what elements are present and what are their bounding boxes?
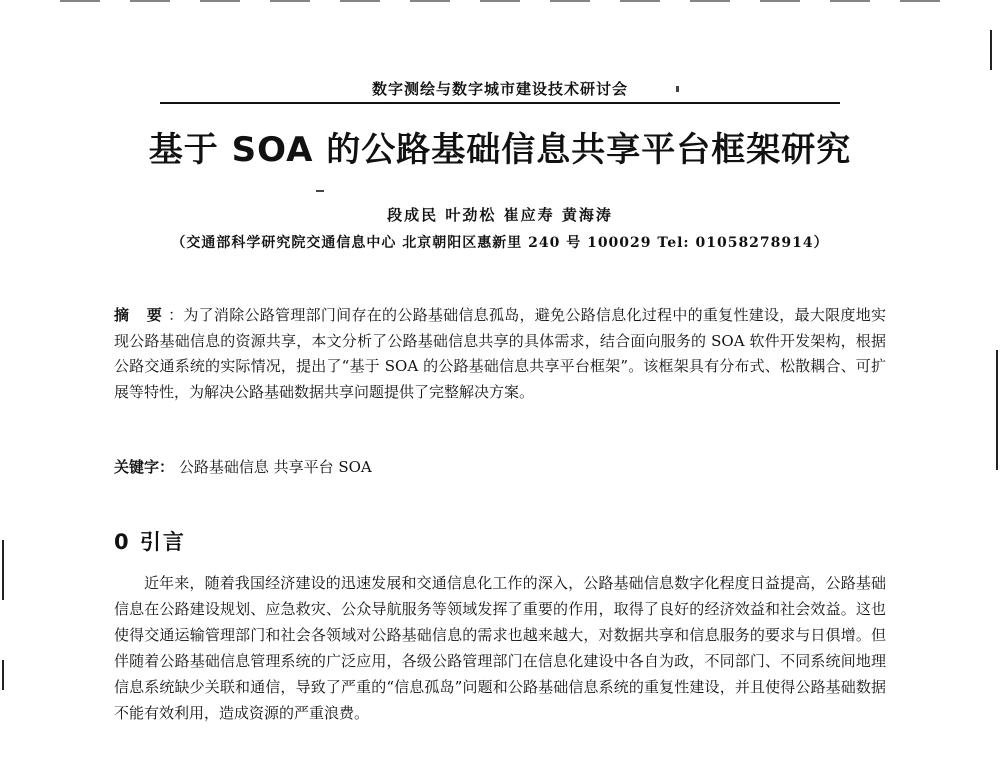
keywords-label: 关键字 (114, 458, 160, 476)
scan-edge-left (2, 540, 4, 600)
abstract (114, 303, 886, 405)
paper-title: 基于 SOA 的公路基础信息共享平台框架研究 (148, 130, 852, 170)
keywords (114, 456, 886, 477)
abstract-text: 为了消除公路管理部门间存在的公路基础信息孤岛，避免公路信息化过程中的重复性建设，最大限度地实现公路基础信息的资源共享，本文分析了公路基础信息共享的具体需求，结合面向服务的 SOA 软件开发架构，根据公路交通系统的实际情况，提出了“基于 SOA 的公路基础信息共享平台框架”。该框架具有分布式、松散耦合、可扩展等特性，为解决公路基础数据共享问题提供了完整解决方案。 (114, 306, 886, 401)
affiliation: （交通部科学研究院交通信息中心 北京朝阳区惠新里 240 号 100029 Tel: 01058278914） (171, 235, 829, 251)
scan-speck (316, 190, 324, 192)
section-heading: 0 引言 (114, 530, 186, 554)
header-rule (160, 102, 840, 104)
scan-edge-right-2 (990, 30, 992, 70)
section-paragraph: 近年来，随着我国经济建设的迅速发展和交通信息化工作的深入，公路基础信息数字化程度日益提高，公路基础信息在公路建设规划、应急救灾、公众导航服务等领域发挥了重要的作用，取得了良好的经济效益和社会效益。这也使得交通运输管理部门和社会各领域对公路基础信息的需求也越来越大，对数据共享和信息服务的要求与日俱增。但伴随着公路基础信息管理系统的广泛应用，各级公路管理部门在信息化建设中各自为政，不同部门、不同系统间地理信息系统缺少关联和通信，导致了严重的“信息孤岛”问题和公路基础信息系统的重复性建设，并且使得公路基础数据不能有效利用，造成资源的严重浪费。 (114, 574, 886, 722)
abstract-label: 摘 要 (114, 306, 169, 324)
author-list: 段成民 叶劲松 崔应寿 黄海涛 (387, 206, 613, 224)
scan-edge-top (60, 0, 960, 2)
keywords-text: 公路基础信息 共享平台 SOA (178, 458, 372, 476)
conference-header: 数字测绘与数字城市建设技术研讨会 (371, 80, 628, 98)
scan-edge-left-2 (2, 660, 4, 690)
keywords-colon: ： (159, 458, 175, 476)
abstract-colon: ： (168, 306, 184, 324)
scan-edge-right-1 (996, 350, 998, 470)
